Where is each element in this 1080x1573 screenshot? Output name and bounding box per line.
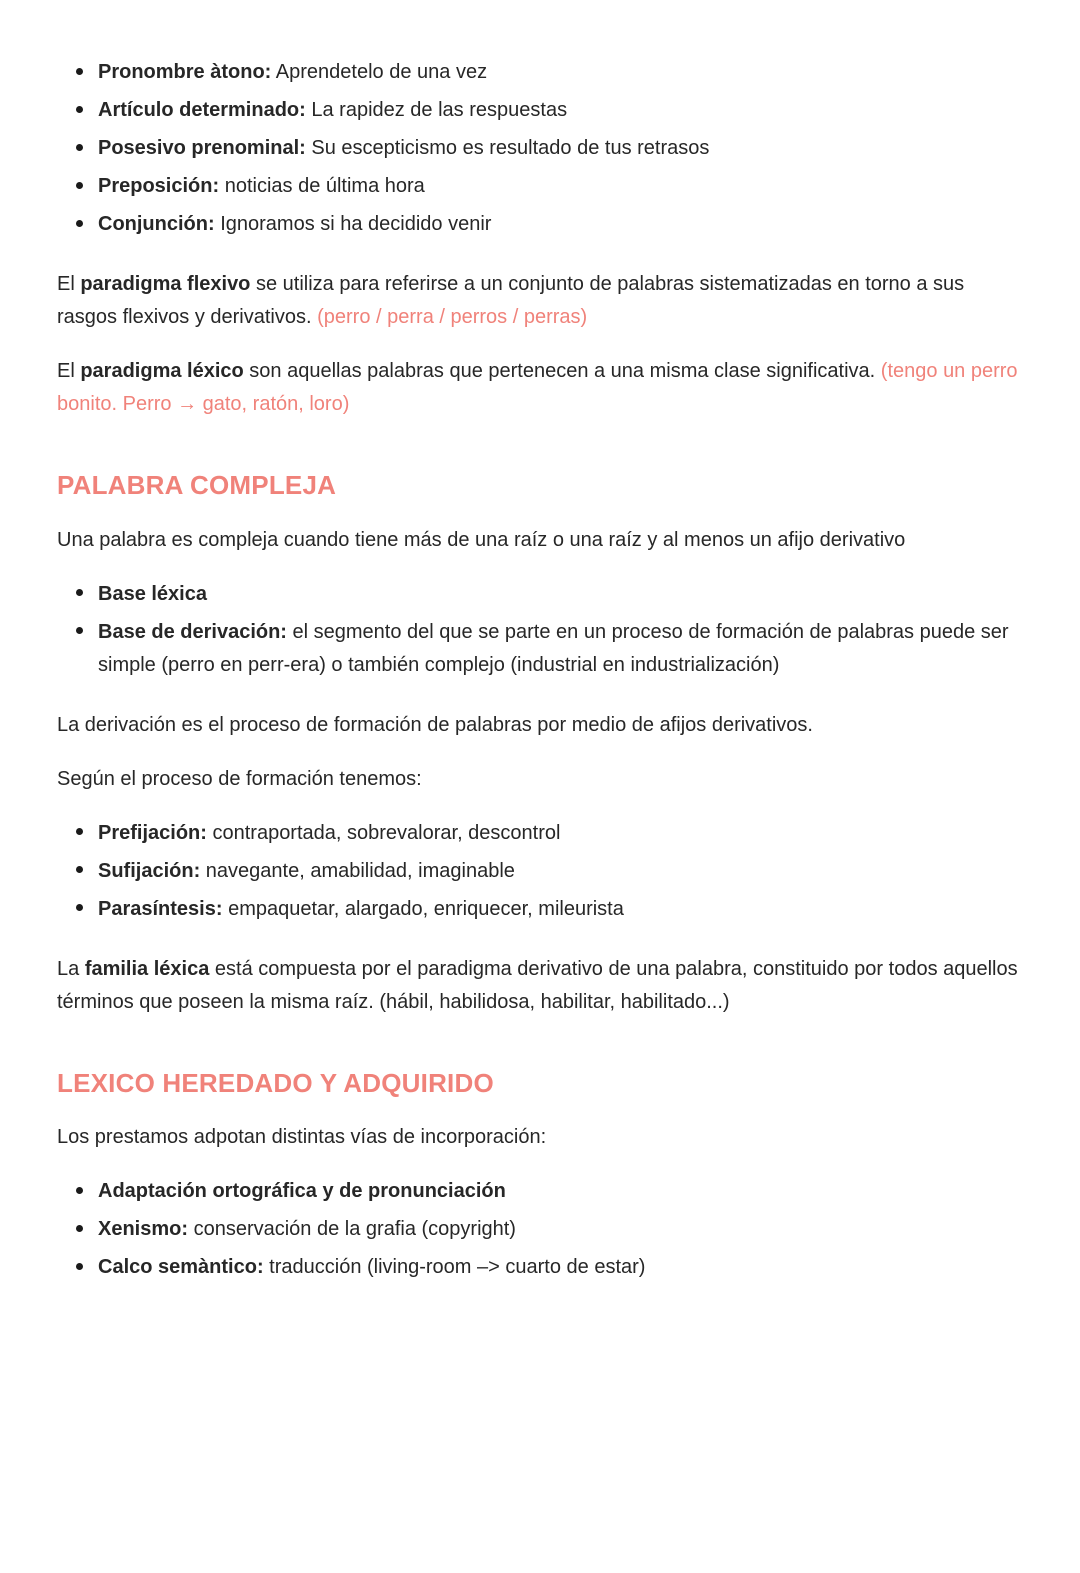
list-item-prefijacion xyxy=(98,817,1020,850)
paragraph-derivacion: La derivación es el proceso de formación de palabras por medio de afijos derivativos. xyxy=(57,713,813,736)
grammar-categories-list xyxy=(57,56,1020,241)
list-item-xenismo xyxy=(98,1213,1020,1246)
term-example: navegante, amabilidad, imaginable xyxy=(200,859,515,882)
accent-example-text: (perro / perra / perros / perras) xyxy=(317,306,588,328)
list-item-preposicion xyxy=(98,170,1020,203)
paragraph-prefix: El xyxy=(57,360,81,382)
term-example: Su escepticismo es resultado de tus retrasos xyxy=(305,137,710,159)
list-item-base-derivacion xyxy=(98,616,1020,682)
term-example: noticias de última hora xyxy=(219,175,425,197)
list-item-conjuncion xyxy=(98,208,1020,241)
paragraph-text: se utiliza para referirse a un conjunto de palabras sistematizadas en torno a sus rasgos flexivos y derivativos. xyxy=(57,273,965,328)
term-label: Adaptación ortográfica y de pronunciación xyxy=(98,1180,506,1202)
term-label: paradigma léxico xyxy=(80,360,244,382)
term-example: traducción (living-room –> cuarto de estar) xyxy=(263,1256,646,1278)
term-example: conservación de la grafia (copyright) xyxy=(188,1218,516,1240)
paragraph-prestamos-intro: Los prestamos adpotan distintas vías de incorporación: xyxy=(57,1126,547,1148)
paragraph-paradigma-flexivo xyxy=(57,268,1020,334)
term-label: Calco semàntico: xyxy=(98,1256,264,1278)
list-item-articulo-determinado xyxy=(98,94,1020,127)
term-label: Conjunción: xyxy=(98,213,215,235)
paragraph-text: está compuesta por el paradigma derivativo de una palabra, constituido por todos aquellos términos que poseen la misma raíz. (hábil, habilidosa, habilitar, habilitado...) xyxy=(57,957,1018,1013)
prestamos-list xyxy=(57,1175,1020,1284)
term-example: contraportada, sobrevalorar, descontrol xyxy=(206,821,561,844)
term-example: Aprendetelo de una vez xyxy=(271,61,488,83)
base-list xyxy=(57,578,1020,682)
term-label: paradigma flexivo xyxy=(80,273,251,295)
section-heading-palabra-compleja: PALABRA COMPLEJA xyxy=(57,470,337,500)
paragraph-palabra-compleja-intro: Una palabra es compleja cuando tiene más de una raíz o una raíz y al menos un afijo derivativo xyxy=(57,528,906,551)
term-label: Prefijación: xyxy=(98,821,207,844)
term-label: Sufijación: xyxy=(98,859,201,882)
term-example: el segmento del que se parte en un proceso de formación de palabras puede ser simple (perro en perr-era) o también complejo (industrial en industrialización) xyxy=(98,620,1009,676)
term-label: Base léxica xyxy=(98,582,207,605)
term-label: Artículo determinado: xyxy=(98,99,306,121)
term-label: Parasíntesis: xyxy=(98,897,223,920)
list-item-adaptacion xyxy=(98,1175,1020,1208)
paragraph-segun-proceso: Según el proceso de formación tenemos: xyxy=(57,767,422,790)
list-item-sufijacion xyxy=(98,855,1020,888)
list-item-posesivo-prenominal xyxy=(98,132,1020,165)
term-example: empaquetar, alargado, enriquecer, mileurista xyxy=(222,897,624,920)
paragraph-text: son aquellas palabras que pertenecen a una misma clase significativa. xyxy=(243,360,881,382)
proceso-formacion-list xyxy=(57,817,1020,926)
term-label: Pronombre àtono: xyxy=(98,61,272,83)
section-heading-lexico-heredado: LEXICO HEREDADO Y ADQUIRIDO xyxy=(57,1067,494,1098)
list-item-parasintesis xyxy=(98,893,1020,926)
term-example: Ignoramos si ha decidido venir xyxy=(214,213,492,235)
paragraph-prefix: La xyxy=(57,957,85,980)
term-label: Preposición: xyxy=(98,175,220,197)
paragraph-familia-lexica xyxy=(57,953,1020,1019)
list-item-base-lexica xyxy=(98,578,1020,611)
term-label: Posesivo prenominal: xyxy=(98,137,306,159)
accent-example-text: (tengo un perro bonito. Perro → gato, ratón, loro) xyxy=(57,360,1018,415)
list-item-calco-semantico xyxy=(98,1251,1020,1284)
term-label: familia léxica xyxy=(84,957,210,980)
paragraph-prefix: El xyxy=(57,273,81,295)
term-example: La rapidez de las respuestas xyxy=(305,99,568,121)
paragraph-paradigma-lexico xyxy=(57,355,1020,421)
term-label: Base de derivación: xyxy=(98,620,287,643)
list-item-pronombre-atono xyxy=(98,56,1020,89)
term-label: Xenismo: xyxy=(98,1218,189,1240)
